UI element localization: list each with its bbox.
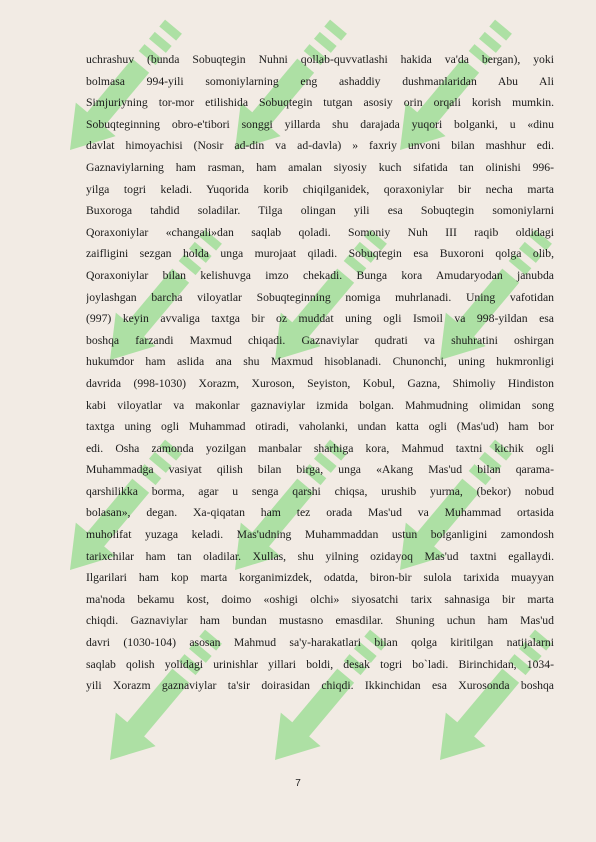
text-line: Sobuqteginning obro-e'tibori songgi yillarda shu darajada yuqori bolganki, u «dinu <box>86 117 554 131</box>
text-line: taxtga uning ogli Muhammad otiradi, vaholanki, undan katta ogli (Mas'ud) ham bor <box>86 420 554 434</box>
text-line: Simjuriyning tor-mor etilishida Sobuqtegin tutgan asosiy orin orqali korish mumkin. <box>86 96 554 110</box>
page-number: 7 <box>295 778 301 789</box>
text-line: (997) keyin avvaliga taxtga bir oz muddat uning ogli Ismoil va 998-yildan esa <box>86 312 554 326</box>
text-line: davlat himoyachisi (Nosir ad-din va ad-davla) » faxriy unvoni bilan mashhur edi. <box>86 139 554 153</box>
text-line: Qoraxoniylar bilan kelishuvga imzo chekadi. Bunga kora Amudaryodan janubda <box>86 268 554 282</box>
text-line: Ilgarilari ham kop marta korganimizdek, odatda, biron-bir sulola tarixida muayyan <box>86 571 554 585</box>
text-line: Gaznaviylarning ham rasman, ham amalan siyosiy kuch sifatida tan olinishi 996- <box>86 160 554 174</box>
text-line: kabi viloyatlar va makonlar gaznaviylar izmida bolgan. Mahmudning olimidan song <box>86 398 554 412</box>
text-line: bolmasa 994-yili somoniylarning eng ashaddiy dushmanlaridan Abu Ali <box>86 74 554 88</box>
text-line: boshqa farzandi Maxmud chiqadi. Gaznaviylar qudrati va shuhratini oshirgan <box>86 333 554 347</box>
document-body <box>86 49 554 697</box>
text-line: muholifat yuzaga keladi. Mas'udning Muhammaddan ustun bolganligini zamondosh <box>86 528 554 542</box>
text-line: yilga togri keladi. Yuqorida korib chiqilganidek, qoraxoniylar bir necha marta <box>86 182 554 196</box>
text-line: tarixchilar ham tan oladilar. Xullas, shu yilning ozidayoq Mas'ud taxtni egallaydi. <box>86 549 554 563</box>
text-line: joylashgan barcha viloyatlar Sobuqteginning nomiga muhrlanadi. Uning vafotidan <box>86 290 554 304</box>
text-line: davrida (998-1030) Xorazm, Xuroson, Seyiston, Kobul, Gazna, Shimoliy Hindiston <box>86 376 554 390</box>
text-line: yili Xorazm gaznaviylar ta'sir doirasidan chiqdi. Ikkinchidan esa Xurosonda boshqa <box>86 679 554 693</box>
text-line: uchrashuv (bunda Sobuqtegin Nuhni qollab-quvvatlashi hakida va'da bergan), yoki <box>86 53 554 66</box>
text-line: Buxoroga tahdid soladilar. Tilga olingan yili esa Sobuqtegin somoniylarni <box>86 204 554 218</box>
text-line: qarshilikka borma, agar u senga qarshi chiqsa, urushib yurma, (bekor) nobud <box>86 484 554 498</box>
text-line: davri (1030-104) asosan Mahmud sa'y-harakatlari bilan qolga kiritilgan natijalarni <box>86 636 554 650</box>
text-line: zaifligini sezgan holda unga murojaat qiladi. Sobuqtegin esa Buxoroni qolga olib, <box>86 247 554 261</box>
text-line: saqlab qolish yolidagi urinishlar yillari boldi, desak togri bo`ladi. Birinchidan, 1034- <box>86 657 554 671</box>
text-line: Muhammadga vasiyat qilish bilan birga, unga «Akang Mas'ud bilan qarama- <box>86 463 554 477</box>
text-line: chiqdi. Gaznaviylar ham bundan mustasno emasdilar. Shuning uchun ham Mas'ud <box>86 614 554 628</box>
text-line: bolasan», degan. Xa-qiqatan ham tez orada Mas'ud va Muhammad ortasida <box>86 506 554 520</box>
text-line: hukumdor ham aslida ana shu Maxmud hisoblanadi. Chunonchi, uning hukmronligi <box>86 355 554 369</box>
text-line: edi. Osha zamonda yozilgan manbalar sharhiga kora, Mahmud taxtni kichik ogli <box>86 441 554 455</box>
text-line: ma'noda bekamu kost, doimo «oshigi olchi» siyosatchi tarix sahnasiga bir marta <box>86 592 554 606</box>
text-line: Qoraxoniylar «changali»dan saqlab qoladi. Somoniy Nuh III raqib oldidagi <box>86 225 554 239</box>
